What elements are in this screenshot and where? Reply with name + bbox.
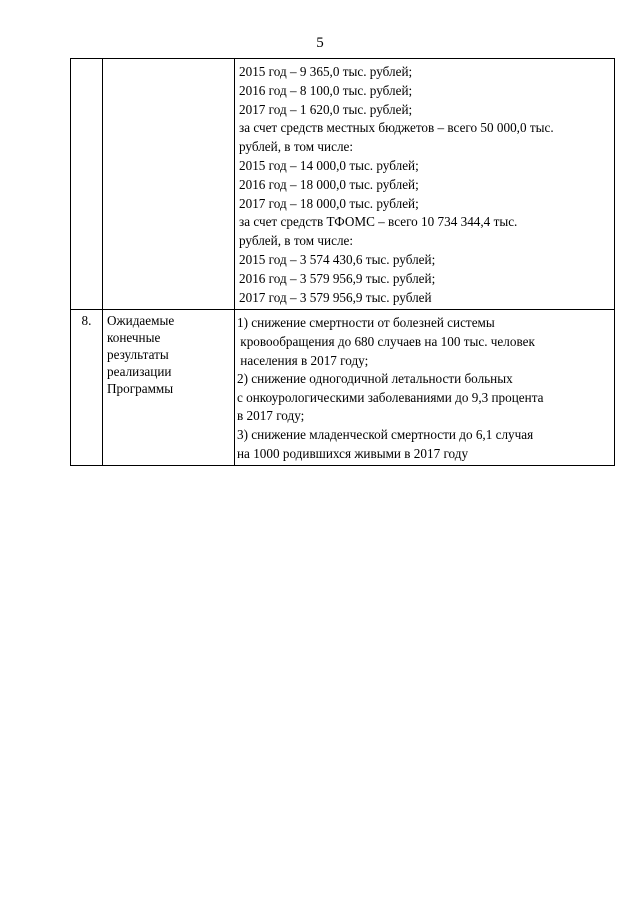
row-name-cell — [103, 310, 235, 466]
text-line: 2) снижение одногодичной летальности больных — [237, 371, 513, 387]
financing-text-cell — [235, 59, 615, 310]
name-line: Программы — [107, 381, 174, 397]
results-text-cell — [235, 310, 615, 466]
text-line: на 1000 родившихся живыми в 2017 году — [237, 445, 469, 461]
text-line: в 2017 году; — [237, 408, 305, 424]
text-line: 2016 год – 3 579 956,9 тыс. рублей; — [239, 270, 436, 286]
text-line: рублей, в том числе: — [239, 139, 354, 155]
text-line: 2017 год – 1 620,0 тыс. рублей; — [239, 101, 413, 117]
program-passport-table — [70, 58, 615, 466]
text-line: кровообращения до 680 случаев на 100 тыс. человек — [237, 333, 535, 349]
text-line: с онкоурологическими заболеваниями до 9,3 процента — [237, 389, 544, 405]
row-number-cell — [71, 59, 103, 310]
row-number-cell: 8. — [71, 310, 103, 466]
text-line: 2015 год – 9 365,0 тыс. рублей; — [239, 64, 413, 79]
name-line: конечные — [107, 330, 161, 346]
table-row-financing — [71, 59, 615, 310]
text-line: 2017 год – 3 579 956,9 тыс. рублей — [239, 289, 432, 305]
text-line: населения в 2017 году; — [237, 352, 369, 368]
text-line: 2015 год – 14 000,0 тыс. рублей; — [239, 157, 419, 173]
text-line: 2017 год – 18 000,0 тыс. рублей; — [239, 195, 419, 211]
text-line: 1) снижение смертности от болезней системы — [237, 315, 495, 331]
text-line: 2015 год – 3 574 430,6 тыс. рублей; — [239, 251, 436, 267]
name-line: Ожидаемые — [107, 313, 175, 329]
row-name-cell — [103, 59, 235, 310]
text-line: 2016 год – 18 000,0 тыс. рублей; — [239, 176, 419, 192]
name-line: реализации — [107, 364, 172, 380]
text-line: 2016 год – 8 100,0 тыс. рублей; — [239, 82, 413, 98]
name-line: результаты — [107, 347, 169, 363]
page-number: 5 — [316, 35, 324, 51]
text-line: за счет средств местных бюджетов – всего 50 000,0 тыс. — [239, 120, 554, 136]
table-row-results — [71, 310, 615, 466]
text-line: рублей, в том числе: — [239, 233, 354, 249]
text-line: 3) снижение младенческой смертности до 6,1 случая — [237, 426, 534, 442]
text-line: за счет средств ТФОМС – всего 10 734 344,4 тыс. — [239, 214, 518, 230]
